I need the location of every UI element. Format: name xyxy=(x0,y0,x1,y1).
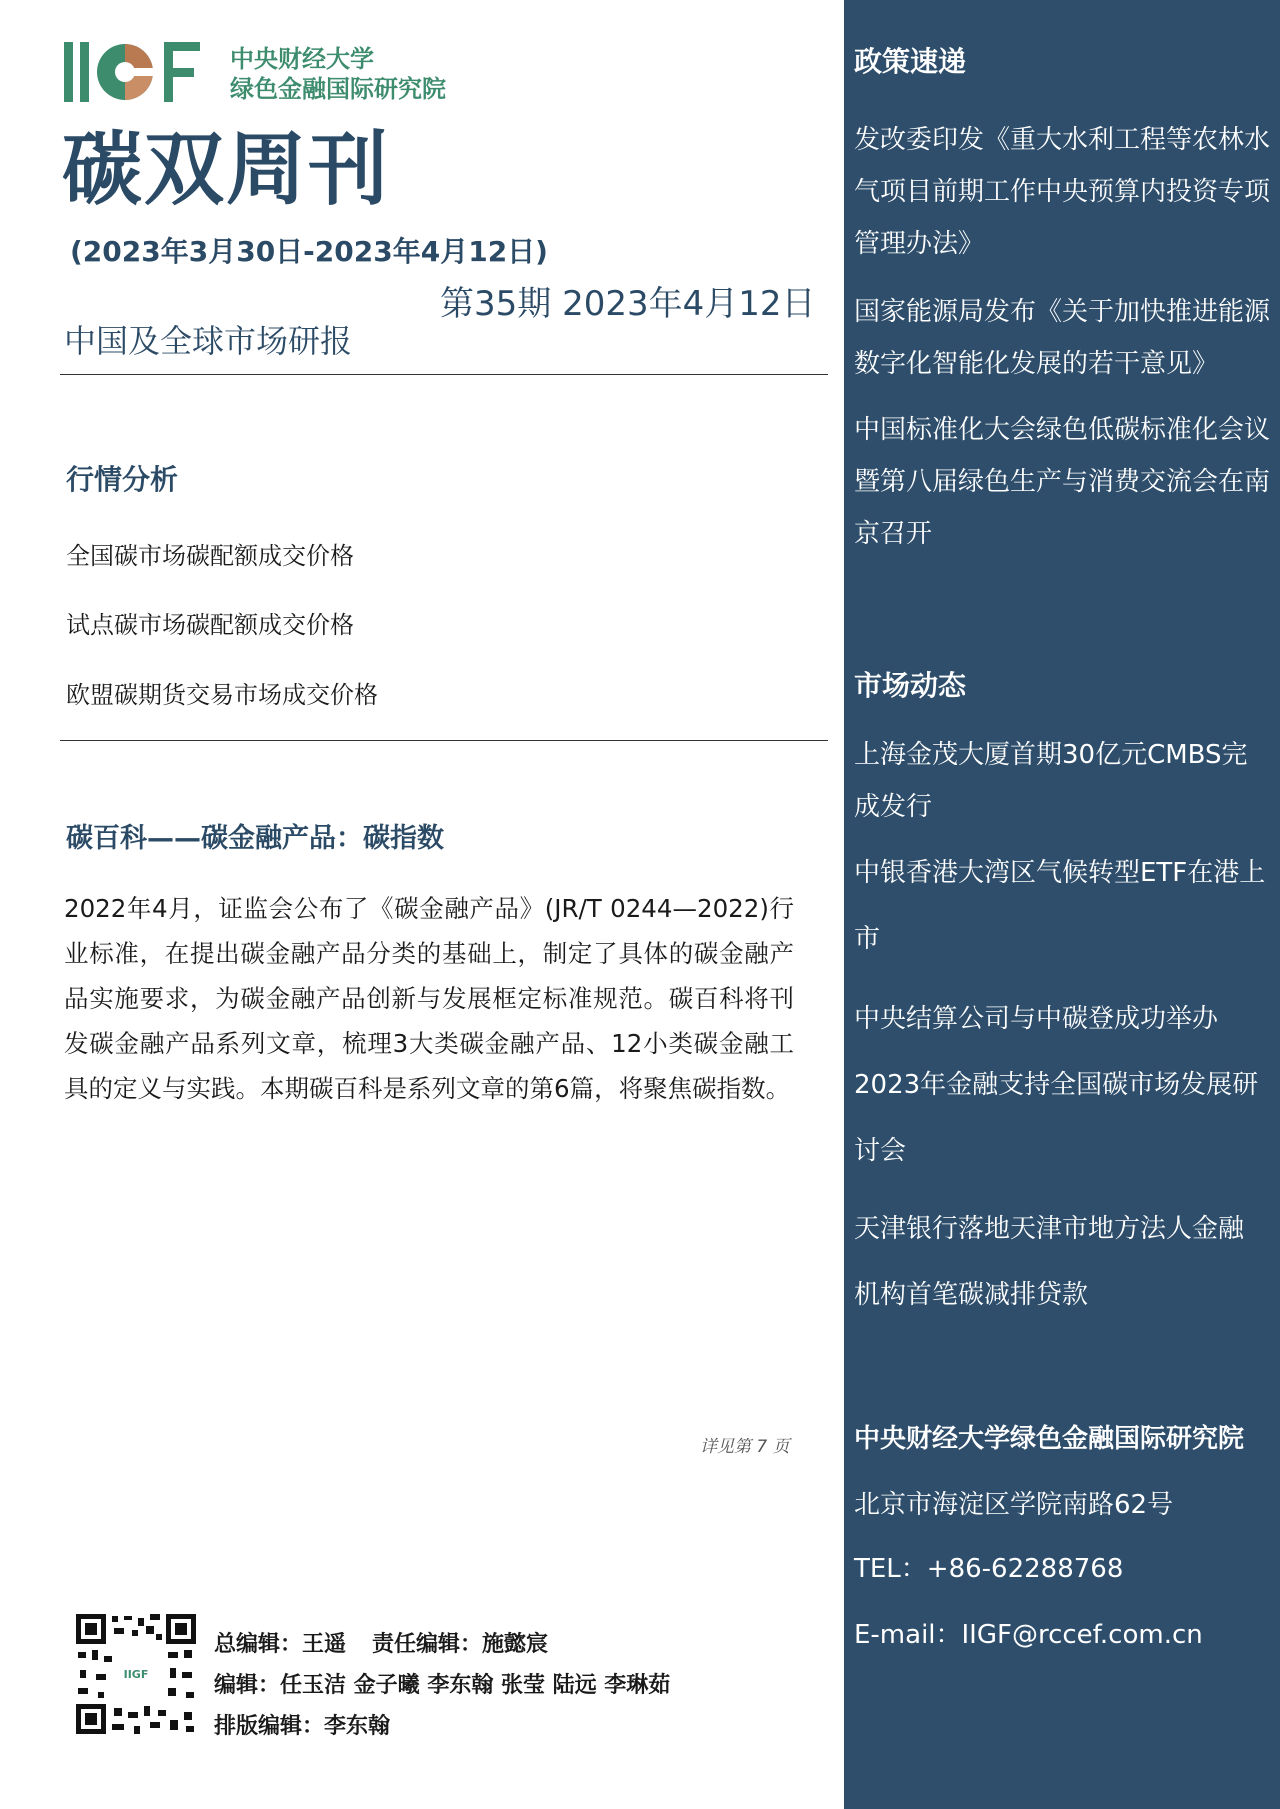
market-news-line: 2023年金融支持全国碳市场发展研 xyxy=(854,1070,1259,1100)
institution-name xyxy=(230,44,446,104)
policy-item[interactable]: 中国标准化大会绿色低碳标准化会议暨第八届绿色生产与消费交流会在南京召开 xyxy=(854,415,1271,549)
market-news-heading: 市场动态 xyxy=(854,669,967,702)
qr-code-icon xyxy=(74,1612,198,1736)
market-news-line: 中央结算公司与中碳登成功举办 xyxy=(854,1004,1219,1034)
svg-text:IIGF: IIGF xyxy=(123,1668,149,1681)
contact-address: 北京市海淀区学院南路62号 xyxy=(854,1490,1174,1520)
iigf-logo-icon xyxy=(62,40,212,104)
editors: 编辑：任玉洁 金子曦 李东翰 张莹 陆远 李琳茹 xyxy=(214,1673,671,1698)
market-news-line: 讨会 xyxy=(854,1136,907,1166)
institution-line-2: 绿色金融国际研究院 xyxy=(230,75,446,103)
contact-tel: TEL：+86-62288768 xyxy=(854,1554,1124,1584)
responsible-editor: 责任编辑：施懿宸 xyxy=(372,1632,549,1657)
market-news-line: 市 xyxy=(854,924,881,954)
market-news-line: 机构首笔碳减排贷款 xyxy=(854,1280,1089,1310)
policy-heading: 政策速递 xyxy=(854,45,967,78)
contact-org: 中央财经大学绿色金融国际研究院 xyxy=(854,1424,1245,1454)
layout-editor: 排版编辑：李东翰 xyxy=(214,1714,391,1739)
issue-number-date: 第35期 2023年4月12日 xyxy=(440,284,816,324)
wiki-body: 2022年4月，证监会公布了《碳金融产品》(JR/T 0244—2022)行业标准，在提出碳金融产品分类的基础上，制定了具体的碳金融产品实施要求，为碳金融产品创新与发展框定标准规范。碳百科将刊发碳金融产品系列文章，梳理3大类碳金融产品、12小类碳金融工具的定义与实践。本期碳百科是系列文章的第6篇，将聚焦碳指数。 xyxy=(64,894,794,1103)
editorial-credits xyxy=(214,1624,670,1747)
market-news-line: 中银香港大湾区气候转型ETF在港上 xyxy=(854,858,1266,888)
market-news-line: 上海金茂大厦首期30亿元CMBS完 xyxy=(854,740,1248,770)
credits-line-1 xyxy=(214,1624,670,1665)
market-analysis-item[interactable]: 试点碳市场碳配额成交价格 xyxy=(66,611,354,639)
institution-line-1: 中央财经大学 xyxy=(230,45,374,73)
publication-subtitle: 中国及全球市场研报 xyxy=(64,322,353,360)
sidebar xyxy=(844,0,1280,1809)
market-analysis-item[interactable]: 全国碳市场碳配额成交价格 xyxy=(66,542,354,570)
see-more-link[interactable]: 详见第 7 页 xyxy=(700,1437,790,1457)
iigf-logo xyxy=(62,40,482,104)
divider xyxy=(60,374,828,375)
policy-item[interactable]: 发改委印发《重大水利工程等农林水气项目前期工作中央预算内投资专项管理办法》 xyxy=(854,125,1271,259)
policy-item[interactable]: 国家能源局发布《关于加快推进能源数字化智能化发展的若干意见》 xyxy=(854,297,1271,379)
contact-email[interactable]: E-mail：IIGF@rccef.com.cn xyxy=(854,1620,1203,1650)
market-analysis-heading: 行情分析 xyxy=(66,463,179,496)
market-analysis-item[interactable]: 欧盟碳期货交易市场成交价格 xyxy=(66,681,378,709)
publication-title: 碳双周刊 xyxy=(62,123,390,216)
market-news-line: 成发行 xyxy=(854,792,933,822)
divider xyxy=(60,740,828,741)
market-news-line: 天津银行落地天津市地方法人金融 xyxy=(854,1214,1245,1244)
date-range: (2023年3月30日-2023年4月12日) xyxy=(70,235,548,268)
wiki-heading: 碳百科——碳金融产品：碳指数 xyxy=(66,823,444,854)
chief-editor: 总编辑：王遥 xyxy=(214,1632,347,1657)
